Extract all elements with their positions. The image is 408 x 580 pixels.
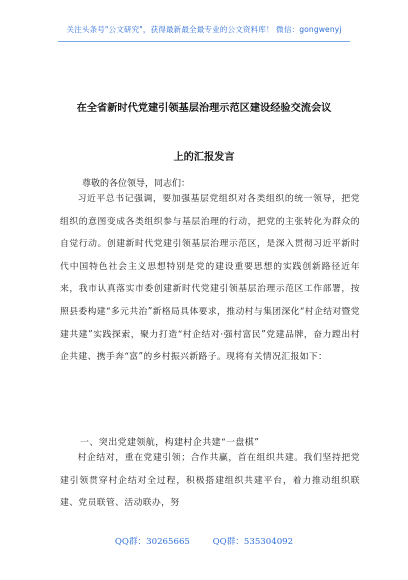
paragraph-text: 村企结对，重在党建引领；合作共赢，首在组织共建。我们坚持把党建引领贯穿村企结对全过程，积极搭建组织共建平台，着力推动组织联建、党员联管、活动联办，努: [60, 453, 360, 509]
body-paragraph-2: [60, 447, 360, 515]
salutation: 尊敬的各位领导，同志们：: [82, 179, 191, 189]
header-divider: [58, 41, 350, 42]
footer-contact: [0, 535, 408, 547]
section-heading: 一、突出党建领航，构建村企共建“一盘棋”: [80, 438, 260, 448]
header-banner[interactable]: 关注头条号"公文研究"，获得最新最全最专业的公文资料库！ 微信：gongwenyj: [66, 25, 342, 34]
footer-qq-group-1[interactable]: QQ群：30265665: [114, 537, 190, 547]
footer-qq-group-2[interactable]: QQ群：535304092: [212, 537, 294, 547]
body-paragraph-1: [60, 188, 360, 369]
document-title-line-1: 在全省新时代党建引领基层治理示范区建设经验交流会议: [76, 103, 332, 114]
document-title-line-2: 上的汇报发言: [173, 152, 235, 163]
paragraph-text: 习近平总书记强调，要加强基层党组织对各类组织的统一领导，把党组织的意图变成各类组织参与基层治理的行动，把党的主张转化为群众的自觉行动。创建新时代党建引领基层治理示范区，是深入贯彻习近平新时代中国特色社会主义思想特别是党的建设重要思想的实践创新路径近年来，我市认真落实市委创建新时代党建引领基层治理示范区工作部署，按照县委构建“多元共治”新格局具体要求，推动村与集团深化“村企结对暨党建共建”实践探索，聚力打造“村企结对·强村富民”党建品牌，奋力蹚出村企共建、携手奔“富”的乡村振兴新路子。现将有关情况汇报如下：: [60, 194, 360, 363]
